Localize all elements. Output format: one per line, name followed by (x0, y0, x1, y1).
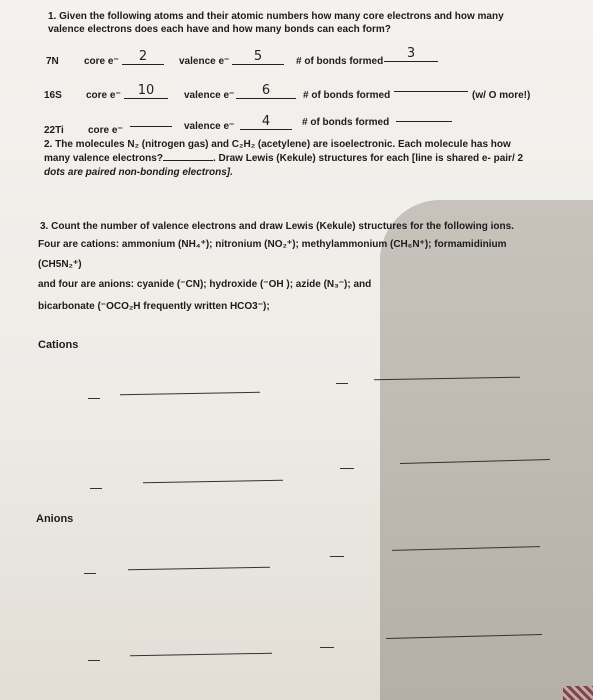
anion-charge-dash (320, 647, 334, 648)
cation-charge-dash (340, 468, 354, 469)
anion-answer-line[interactable] (128, 567, 270, 570)
valence-answer-n[interactable]: 5 (232, 49, 284, 65)
q2-line1: 2. The molecules N₂ (nitrogen gas) and C₂H₂ (acetylene) are isoelectronic. Each molecule has how (44, 139, 511, 150)
q3-line3: (CH5N₂⁺) (38, 259, 82, 270)
cations-heading: Cations (38, 339, 79, 351)
atom-label-n: 7N (46, 56, 59, 67)
atom-label-ti: 22Ti (44, 125, 64, 136)
core-answer-n[interactable]: 2 (122, 49, 164, 65)
core-label-s: core e⁻ (86, 90, 121, 101)
bonds-label-ti: # of bonds formed (302, 117, 390, 128)
q3-line5: bicarbonate (⁻OCO₂H frequently written HCO3⁻); (38, 301, 270, 312)
atom-label-s: 16S (44, 90, 62, 101)
bonds-note-s: (w/ O more!) (472, 90, 531, 101)
q3-line2: Four are cations: ammonium (NH₄⁺); nitronium (NO₂⁺); methylammonium (CH₆N⁺); formamidinium (38, 239, 507, 250)
core-label-ti: core e⁻ (88, 125, 123, 136)
q1-text-line2: valence electrons does each have and how many bonds can each form? (48, 24, 391, 35)
q1-text-line1: 1. Given the following atoms and their atomic numbers how many core electrons and how many (48, 11, 504, 22)
bonds-answer-n[interactable]: 3 (384, 46, 438, 62)
bonds-label-n: # of bonds formed (296, 56, 384, 67)
cation-answer-line[interactable] (143, 480, 283, 483)
q2-answer-blank[interactable] (163, 160, 213, 161)
fabric-corner (563, 686, 593, 700)
valence-label-s: valence e⁻ (184, 90, 235, 101)
core-answer-s[interactable]: 10 (124, 83, 168, 99)
core-answer-ti[interactable] (130, 126, 172, 127)
q2-line3: dots are paired non-bonding electrons]. (44, 167, 233, 178)
q2-line2 (44, 152, 523, 166)
q3-line4: and four are anions: cyanide (⁻CN); hydroxide (⁻OH ); azide (N₃⁻); and (38, 279, 372, 290)
valence-answer-s[interactable]: 6 (236, 83, 296, 99)
cation-charge-dash (88, 398, 100, 399)
bonds-answer-ti[interactable] (396, 121, 452, 122)
anion-charge-dash (84, 573, 96, 574)
cation-answer-line[interactable] (120, 392, 260, 395)
cation-charge-dash (336, 383, 348, 384)
q2-line2-end: . Draw Lewis (Kekule) structures for each [line is shared e- pair/ 2 (212, 153, 524, 164)
hand-shadow (380, 200, 593, 700)
anion-charge-dash (88, 660, 100, 661)
valence-answer-ti[interactable]: 4 (240, 114, 292, 130)
valence-label-n: valence e⁻ (179, 56, 230, 67)
anions-heading: Anions (36, 513, 74, 525)
bonds-label-s: # of bonds formed (303, 90, 391, 101)
q2-line2-start: many valence electrons? (44, 153, 163, 164)
valence-label-ti: valence e⁻ (184, 121, 235, 132)
anion-answer-line[interactable] (130, 653, 272, 656)
anion-charge-dash (330, 556, 344, 557)
core-label-n: core e⁻ (84, 56, 119, 67)
bonds-answer-s[interactable] (394, 91, 468, 92)
cation-charge-dash (90, 488, 102, 489)
q3-line1: 3. Count the number of valence electrons and draw Lewis (Kekule) structures for the following ions. (40, 221, 514, 232)
